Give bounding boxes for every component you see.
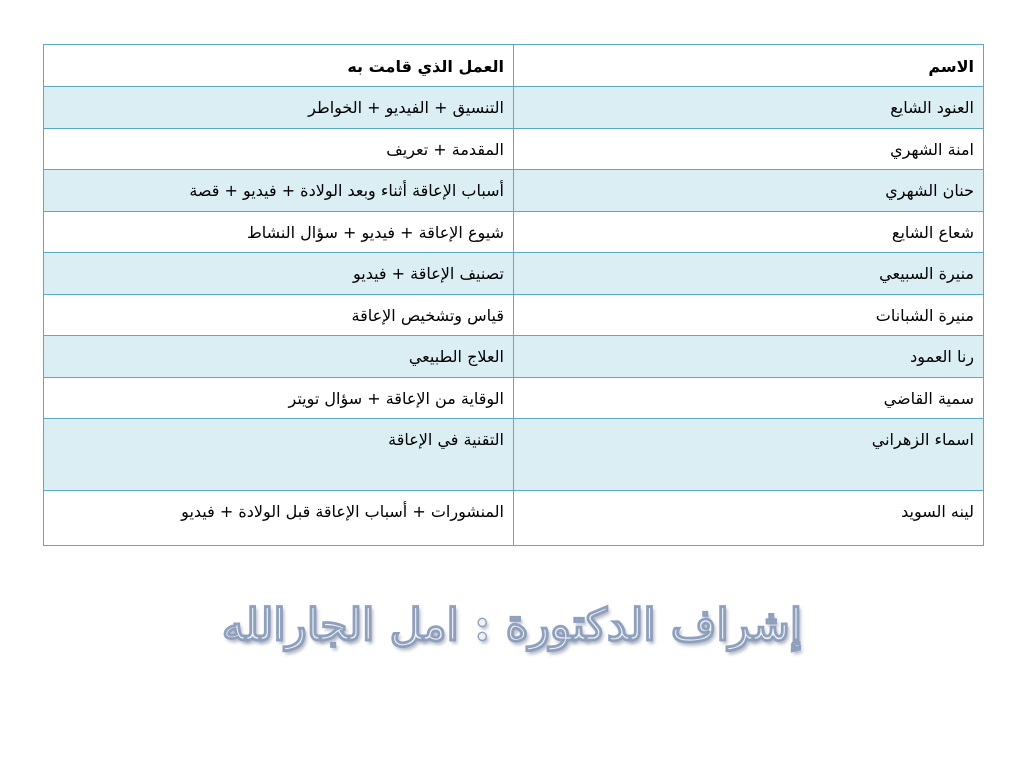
row-work: التقنية في الإعاقة [44, 419, 514, 491]
table-row [44, 253, 984, 295]
row-work: قياس وتشخيص الإعاقة [44, 294, 514, 336]
assignments-table [43, 44, 984, 546]
table-row [44, 128, 984, 170]
table-row [44, 294, 984, 336]
row-name: اسماء الزهراني [514, 419, 984, 491]
row-name: امنة الشهري [514, 128, 984, 170]
row-work: الوقاية من الإعاقة + سؤال تويتر [44, 377, 514, 419]
row-name: سمية القاضي [514, 377, 984, 419]
row-name: منيرة الشبانات [514, 294, 984, 336]
row-work: العلاج الطبيعي [44, 336, 514, 378]
table-row [44, 419, 984, 491]
row-name: منيرة السبيعي [514, 253, 984, 295]
table-header-row [44, 45, 984, 87]
header-work: العمل الذي قامت به [44, 45, 514, 87]
table-row [44, 87, 984, 129]
table-row [44, 491, 984, 546]
row-work: أسباب الإعاقة أثناء وبعد الولادة + فيديو + قصة [44, 170, 514, 212]
table-row [44, 170, 984, 212]
row-work: المقدمة + تعريف [44, 128, 514, 170]
supervisor-title: إشراف الدكتورة : امل الجارالله [221, 600, 803, 651]
row-work: المنشورات + أسباب الإعاقة قبل الولادة + فيديو [44, 491, 514, 546]
row-name: لينه السويد [514, 491, 984, 546]
header-name: الاسم [514, 45, 984, 87]
row-name: رنا العمود [514, 336, 984, 378]
row-name: شعاع الشايع [514, 211, 984, 253]
row-work: التنسيق + الفيديو + الخواطر [44, 87, 514, 129]
row-name: العنود الشايع [514, 87, 984, 129]
table-row [44, 211, 984, 253]
table-row [44, 336, 984, 378]
row-work: شيوع الإعاقة + فيديو + سؤال النشاط [44, 211, 514, 253]
table-row [44, 377, 984, 419]
row-work: تصنيف الإعاقة + فيديو [44, 253, 514, 295]
row-name: حنان الشهري [514, 170, 984, 212]
